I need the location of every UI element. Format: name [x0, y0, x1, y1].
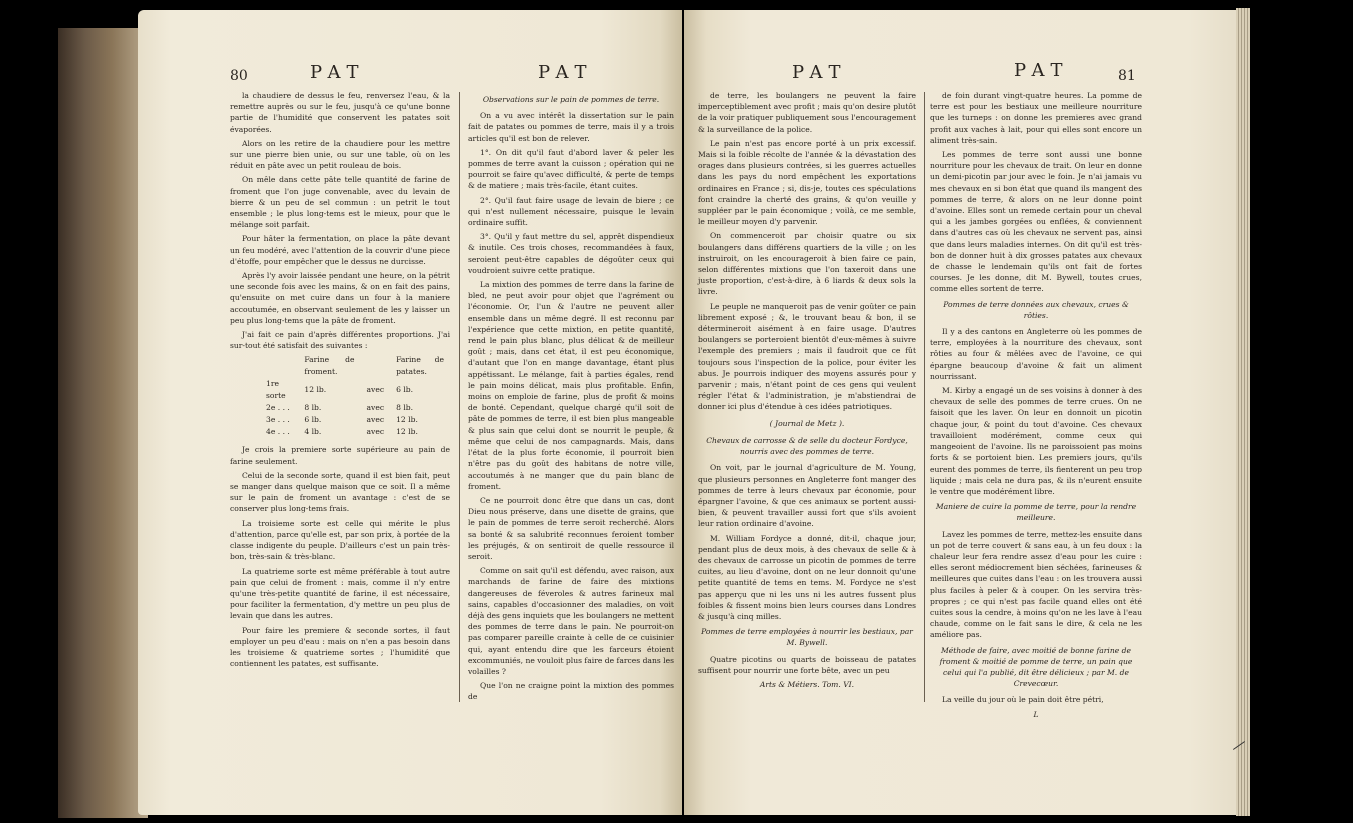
- paragraph: Après l'y avoir laissée pendant une heure, on la pétrit une seconde fois avec les mains, & on en fait des pains, qu'ensuite on met cuire dans un four à la maniere accoutumée, en observant seulement de les y laisser un peu plus long-tems que la pâte de froment.: [230, 271, 450, 325]
- section-heading: Observations sur le pain de pommes de terre.: [482, 95, 660, 104]
- section-heading: Pommes de terre données aux chevaux, crues & rôties.: [943, 299, 1129, 320]
- paragraph: Alors on les retire de la chaudiere pour les mettre sur une pierre bien unie, ou sur une table, où on les réduit en pâte avec un petit rouleau de bois.: [230, 138, 450, 171]
- book-binding: [58, 28, 148, 818]
- signature-mark: L: [1033, 709, 1039, 719]
- paragraph: La mixtion des pommes de terre dans la farine de bled, ne peut avoir pour objet que l'agrément ou l'économie. Or, l'un & l'autre ne peuvent aller ensemble dans un même degré. Il est reconnu par l'expérience que cette mixtion, en petite quantité, rend le pain plus blanc, plus délicat & de meilleur goût ; mais, dans cet état, il est peu économique, d'autant que l'on en mange davantage, étant plus appétissant. Le mélange, fait à parties égales, rend le pain moins délicat, mais plus profitable. Enfin, moins on emploie de farine, plus de profit & moins de bonté. Cependant, quelque chargé qu'il soit de pâte de pommes de terre, il est bien plus mangeable & plus sain que celui dont se nourrit le peuple, & même que celui de nos campagnards. Mais, dans l'état de la plus forte économie, il pourroit bien n'être pas du goût des habitans de notre ville, accoutumés à ne manger que du pain blanc de froment.: [468, 280, 674, 491]
- paragraph: Comme on sait qu'il est défendu, avec raison, aux marchands de farine de faire des mixtions dangereuses de féveroles & autres farineux mal sains, capables d'occasionner des maladies, on voit déjà des gens inquiets que les boulangers ne mettent des pommes de terre dans le pain. Ne pourroit-on pas comparer pareille crainte à celle de ce cuisinier qui, ayant entendu dire que les farceurs étoient excommuniés, ne vouloit plus faire de farces dans les volailles ?: [468, 566, 674, 676]
- running-head-right: PAT: [1014, 60, 1070, 81]
- paragraph: Lavez les pommes de terre, mettez-les ensuite dans un pot de terre couvert & sans eau, à un feu doux : la chaleur leur fera rendre assez d'eau pour les cuire : elles seront médiocrement bien séchées, farineuses & meilleures que cuites dans l'eau : on les trouvera aussi plus faciles à peler & à couper. On les servira très-propres ; ce qui n'est pas facile quand elles ont été cuites sous la cendre, à moins qu'on ne les lave à l'eau chaude, comme on le fait sans le dire, & cela ne les améliore pas.: [930, 529, 1142, 640]
- paragraph: M. Kirby a engagé un de ses voisins à donner à des chevaux de selle des pommes de terre crues. On ne faisoit que les laver. On leur en donnoit un picotin chaque jour, & point du tout d'avoine. Ces chevaux travailloient modérément, comme ceux qui mangeoient de l'avoine. Ils ne paroissoient pas moins forts & se portoient bien. Les premiers jours, qu'ils eurent des pommes de terre, ils fienterent un peu trop liquide ; mais cela ne dura pas, & ils n'eurent ensuite le ventre que modérément libre.: [930, 386, 1142, 496]
- text-column-2: [930, 90, 1142, 723]
- paragraph: 3°. Qu'il y faut mettre du sel, apprêt dispendieux & inutile. Ces trois choses, recommandées à faux, seroient peut-être capables de dégoûter ceux qui voudroient suivre cette pratique.: [468, 232, 674, 275]
- table-header: Farine de patates.: [396, 355, 444, 377]
- running-head-right: PAT: [538, 62, 594, 83]
- paragraph: Que l'on ne craigne point la mixtion des pommes de: [468, 681, 674, 702]
- paragraph: On commenceroit par choisir quatre ou six boulangers dans différens quartiers de la ville ; on les instruiroit, on les encourageroit à bien faire ce pain, selon différentes mixtions que l'on taxeroit dans une juste proportion, c'est-à-dire, à 6 liards & deux sols la livre.: [698, 231, 916, 297]
- paragraph: On a vu avec intérêt la dissertation sur le pain fait de patates ou pommes de terre, mais il y a trois articles qu'il est bon de relever.: [468, 111, 674, 143]
- column-rule: [459, 92, 460, 702]
- table-header: Farine de froment.: [304, 355, 355, 377]
- paragraph: M. William Fordyce a donné, dit-il, chaque jour, pendant plus de deux mois, à des chevaux de selle & à des chevaux de carrosse un picotin de pommes de terre cuites, au lieu d'avoine, dont on ne leur donnoit qu'une petite quantité de tems en tems. M. Fordyce ne s'est pas apperçu que ni les uns ni les autres fussent plus foibles & fissent moins bien leurs courses dans Londres & jusqu'à cinq milles.: [698, 533, 916, 621]
- paragraph: Le pain n'est pas encore porté à un prix excessif. Mais si la foible récolte de l'année & la dévastation des orages dans plusieurs contrées, si les guerres actuelles dans les pays du nord empêchent les exportations ordinaires en France ; si, dis-je, toutes ces spéculations font craindre la cherté des grains, & qu'on veuille y suppléer par le pain économique ; voilà, ce me semble, le meilleur moyen d'y parvenir.: [698, 138, 916, 227]
- paragraph: la chaudiere de dessus le feu, renversez l'eau, & la remettre auprès ou sur le feu, jusqu'à ce qu'une bonne partie de l'humidité que conservent les patates soit évaporées.: [230, 91, 450, 134]
- paragraph: 2°. Qu'il faut faire usage de levain de biere ; ce qui n'est nullement nécessaire, puisque le levain ordinaire suffit.: [468, 195, 674, 228]
- footer-text: Arts & Métiers. Tom. VI.: [759, 679, 855, 689]
- table-row: 4e . . . 4 lb. avec 12 lb.: [266, 427, 418, 437]
- paragraph: Celui de la seconde sorte, quand il est bien fait, peut se manger dans quelque maison que ce soit. Il a même sur le pain de froment un avantage : c'est de se conserver plus long-tems frais.: [230, 470, 450, 514]
- paragraph: Le peuple ne manqueroit pas de venir goûter ce pain librement exposé ; &, le trouvant beau & bon, il se détermineroit aisément à en faire usage. D'autres boulangers se porteroient bientôt d'eux-mêmes à suivre l'exemple des premiers ; mais il faudroit que ce fût toujours sous l'inspection de la police, pour éviter les abus. Je pourrois indiquer des moyens assurés pour y parvenir ; mais, n'étant point de ces gens qui veulent régler l'état & l'administration, je m'abstiendrai de donner ici plus d'étendue à ces idées patriotiques.: [698, 301, 916, 412]
- proportion-table: [260, 354, 450, 438]
- paragraph: Quatre picotins ou quarts de boisseau de patates suffisent pour nourrir une forte bête, avec un peu: [698, 654, 916, 675]
- section-heading: Chevaux de carrosse & de selle du docteur Fordyce, nourris avec des pommes de terre.: [706, 435, 908, 457]
- paragraph: Il y a des cantons en Angleterre où les pommes de terre, employées à la nourriture des chevaux, sont rôties au four & mêlées avec de l'avoine, ce qui épargne beaucoup d'avoine & fait un aliment nourrissant.: [930, 327, 1142, 381]
- section-heading: Pommes de terre employées à nourrir les bestiaux, par M. Bywell.: [701, 627, 913, 648]
- paragraph: Ce ne pourroit donc être que dans un cas, dont Dieu nous préserve, dans une disette de grains, que le pain de pommes de terre seroit recherché. Alors sa bonté & sa salubrité reconnues feroient tomber les préjugés, & on sentiroit de quelle ressource il seroit.: [468, 495, 674, 561]
- paragraph: La troisieme sorte est celle qui mérite le plus d'attention, parce qu'elle est, par son prix, à portée de la classe indigente du peuple. D'ailleurs c'est un pain très-bon, très-sain & très-blanc.: [230, 518, 450, 562]
- paragraph: La quatrieme sorte est même préférable à tout autre pain que celui de froment : mais, comme il n'y entre qu'une très-petite quantité de farine, il est nécessaire, pour faciliter la fermentation, d'y mettre un peu plus de levain que dans les autres.: [230, 566, 450, 621]
- paragraph: de foin durant vingt-quatre heures. La pomme de terre est pour les bestiaux une meilleure nourriture que les turneps : on donne les premieres avec grand profit aux vaches à lait, pour qui elles sont encore un aliment très-sain.: [930, 91, 1142, 145]
- text-column-1: [698, 90, 916, 693]
- page-number: 81: [1118, 68, 1136, 84]
- section-heading: Méthode de faire, avec moitié de bonne farine de froment & moitié de pomme de terre, un pain que celui qui l'a publié, dit être délicieux ; par M. de Crevecœur.: [939, 645, 1133, 689]
- source-citation: ( Journal de Metz ).: [769, 418, 845, 428]
- page-number: 80: [230, 68, 248, 84]
- section-heading: Maniere de cuire la pomme de terre, pour la rendre meilleure.: [935, 502, 1137, 523]
- paragraph: On voit, par le journal d'agriculture de M. Young, que plusieurs personnes en Angleterre font manger des pommes de terre à leurs chevaux par économie, pour épargner l'avoine, & que ces animaux se portent aussi-bien, & peuvent travailler aussi fort que s'ils avoient leur ration ordinaire d'avoine.: [698, 463, 916, 529]
- table-row: 1re sorte 12 lb. avec 6 lb.: [266, 379, 414, 401]
- paragraph: La veille du jour où le pain doit être pétri,: [942, 695, 1104, 705]
- paragraph: Pour faire les premiere & seconde sortes, il faut employer un peu d'eau : mais on n'en a pas besoin dans les troisieme & quatrieme sortes ; l'humidité que contiennent les patates, est suffisante.: [230, 625, 450, 669]
- paragraph: Je crois la premiere sorte supérieure au pain de farine seulement.: [230, 445, 450, 466]
- text-column-2: [468, 90, 674, 706]
- table-row: 2e . . . 8 lb. avec 8 lb.: [266, 403, 414, 413]
- paragraph: Pour hâter la fermentation, on place la pâte devant un feu modéré, avec l'attention de la couvrir d'une piece d'étoffe, pour empêcher que le dessus ne durcisse.: [230, 234, 450, 266]
- text-column-1: [230, 90, 450, 672]
- paragraph: 1°. On dit qu'il faut d'abord laver & peler les pommes de terre avant la cuisson ; opération qui ne pourroit se faire qu'avec difficulté, & perte de temps & de matiere ; mais très-facile, étant cuites.: [468, 147, 674, 191]
- column-rule: [924, 92, 925, 702]
- page-edges: [1236, 8, 1250, 816]
- running-head-left: PAT: [310, 62, 366, 83]
- right-page: [684, 10, 1244, 815]
- paragraph: de terre, les boulangers ne peuvent la faire imperceptiblement avec profit ; mais qu'on desire plutôt de la voir pratiquer publiquement sous l'encouragement & la surveillance de la police.: [698, 91, 916, 134]
- paragraph: On mêle dans cette pâte telle quantité de farine de froment que l'on juge convenable, avec du levain de bierre & un peu de sel commun : un petrit le tout ensemble ; le plus long-tems est le mieux, pour que le mélange soit parfait.: [230, 175, 450, 230]
- running-head-left: PAT: [792, 62, 848, 83]
- left-page: [138, 10, 682, 815]
- table-row: 3e . . . 6 lb. avec 12 lb.: [266, 415, 418, 425]
- paragraph: J'ai fait ce pain d'après différentes proportions. J'ai sur-tout été satisfait des suivantes :: [230, 330, 450, 351]
- paragraph: Les pommes de terre sont aussi une bonne nourriture pour les chevaux de trait. On leur en donne un demi-picotin par jour avec le foin. Je n'ai jamais vu mes chevaux en si bon état que quand ils mangent des pommes de terre, & alors on ne leur donne point d'avoine. Elles sont un remede certain pour un cheval qui a les jambes gorgées ou enflées, & conviennent dans d'autres cas où les chevaux ne servent pas, ainsi que dans leurs maladies internes. On dit qu'il est très-bon de donner huit à dix grosses patates aux chevaux de chasse le lendemain qu'ils ont fait de fortes courses. Je les donne, dit M. Bywell, toutes crues, comme elles sortent de terre.: [930, 150, 1142, 294]
